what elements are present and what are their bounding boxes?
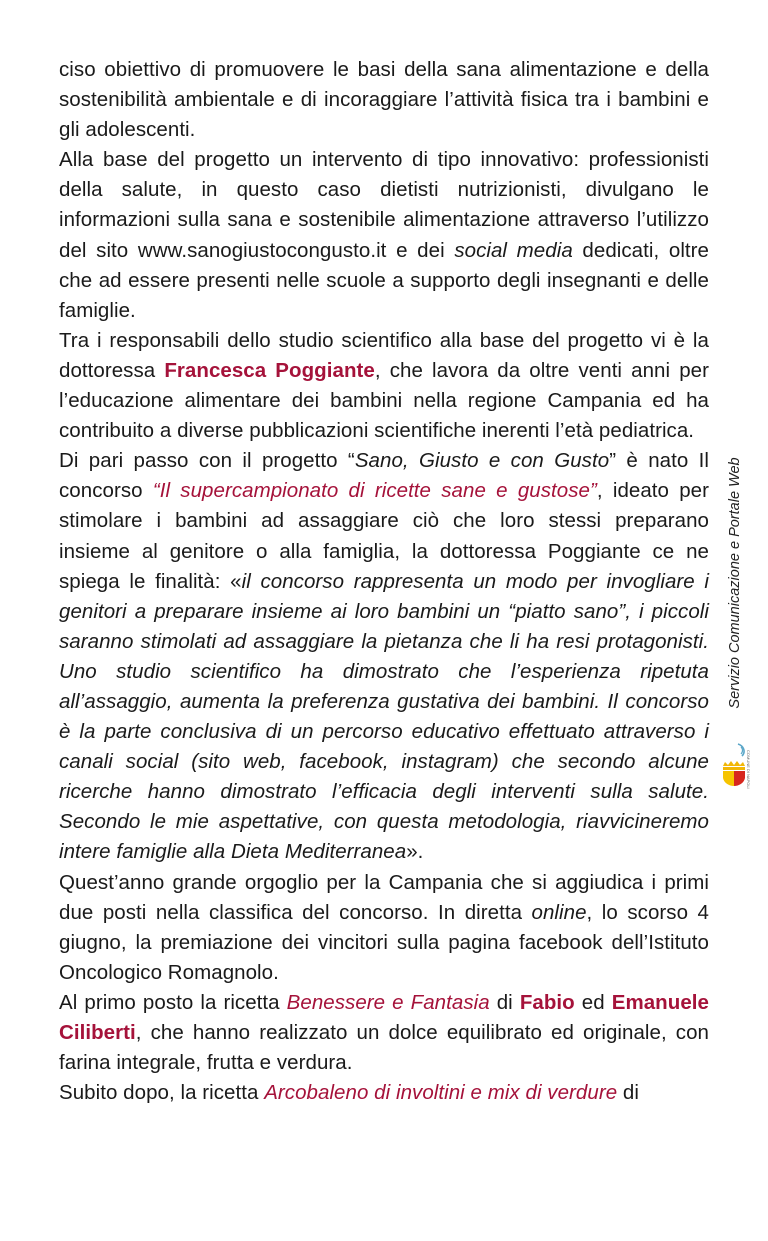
- project-name: Sano, Giusto e con Gusto: [354, 449, 610, 473]
- text: , ideato per stimolare i bambini ad assaggiare ciò che loro stessi preparano insieme al genitore o alla famiglia, la dottoressa Poggiante ce ne spiega le finalità: «: [59, 479, 710, 593]
- text: ».: [406, 840, 424, 864]
- text: , lo scorso 4 giugno, la premiazione dei vincitori sulla pagina facebook dell’Istituto Oncologico Romagnolo.: [59, 900, 709, 984]
- text: Subito dopo, la ricetta: [59, 1081, 265, 1105]
- text: ed: [574, 990, 612, 1014]
- winner-name: Fabio: [519, 990, 575, 1014]
- text: Alla base del progetto un intervento di tipo innovativo: professionisti della salute, in questo caso dietisti nutrizionisti, divulgano le informazioni sulla sana e sostenibile alimentazione attraverso l’utilizzo del sito www.sanogiustocongusto.it e dei: [59, 148, 709, 262]
- italic-text: online: [531, 900, 587, 924]
- article-body: [59, 55, 709, 1108]
- recipe-name: Arcobaleno di involtini e mix di verdure: [264, 1081, 618, 1105]
- paragraph-first-place: [59, 988, 709, 1078]
- paragraph-project: [59, 145, 709, 326]
- comune-di-napoli-logo: [716, 742, 752, 804]
- text: Di pari passo con il progetto “: [59, 449, 355, 473]
- text: dedicati, oltre che ad essere presenti nelle scuole a supporto degli insegnanti e delle famiglie.: [59, 238, 710, 322]
- quote-text: il concorso rappresenta un modo per invogliare i genitori a preparare insieme ai loro bambini un “piatto sano”, i piccoli saranno stimolati ad assaggiare la pietanza che li ha resi protagonisti. Uno studio scientifico ha dimostrato che l’esperienza ripetuta all’assaggio, aumenta la preferenza gustativa dei bambini. Il concorso è la parte conclusiva di un percorso educativo effettuato attraverso i canali social (sito web, facebook, instagram) che secondo alcune ricerche hanno dimostrato l’efficacia degli interventi sulla salute. Secondo le mie aspettative, con questa metodologia, riavvicineremo intere famiglie alla Dieta Mediterranea: [59, 569, 709, 864]
- paragraph-researcher: [59, 326, 709, 446]
- italic-text: social media: [454, 238, 573, 262]
- winner-name: Emanuele Ciliberti: [59, 990, 709, 1044]
- researcher-name: Francesca Poggiante: [164, 358, 375, 382]
- sidebar-label: [722, 443, 748, 723]
- text: di: [489, 990, 520, 1014]
- city-crest-icon: [716, 742, 752, 804]
- logo-text: COMUNE DI NAPOLI: [746, 750, 751, 789]
- text: , che hanno realizzato un dolce equilibrato ed originale, con farina integrale, frutta e verdura.: [59, 1021, 709, 1075]
- recipe-name: Benessere e Fantasia: [286, 990, 490, 1014]
- text: Quest’anno grande orgoglio per la Campania che si aggiudica i primi due posti nella classifica del concorso. In diretta: [59, 870, 709, 924]
- text: ” è nato Il concorso: [59, 449, 710, 503]
- text: ciso obiettivo di promuovere le basi della sana alimentazione e della sostenibilità ambientale e di incoraggiare l’attività fisica tra i bambini e gli adolescenti.: [59, 58, 709, 142]
- sidebar-label-text: Servizio Comunicazione e Portale Web: [727, 457, 743, 709]
- paragraph-contest: [59, 446, 709, 867]
- text: Tra i responsabili dello studio scientifico alla base del progetto vi è la dottoressa: [59, 328, 709, 382]
- paragraph-campania: [59, 868, 709, 988]
- paragraph-intro-continuation: [59, 55, 709, 145]
- contest-name: “Il supercampionato di ricette sane e gustose”: [152, 479, 597, 503]
- paragraph-second-place: [59, 1078, 709, 1108]
- text: di: [617, 1081, 639, 1105]
- text: Al primo posto la ricetta: [59, 990, 287, 1014]
- text: , che lavora da oltre venti anni per l’educazione alimentare dei bambini nella regione Campania ed ha contribuito a diverse pubblicazioni scientifiche inerenti l’età pediatrica.: [59, 358, 709, 443]
